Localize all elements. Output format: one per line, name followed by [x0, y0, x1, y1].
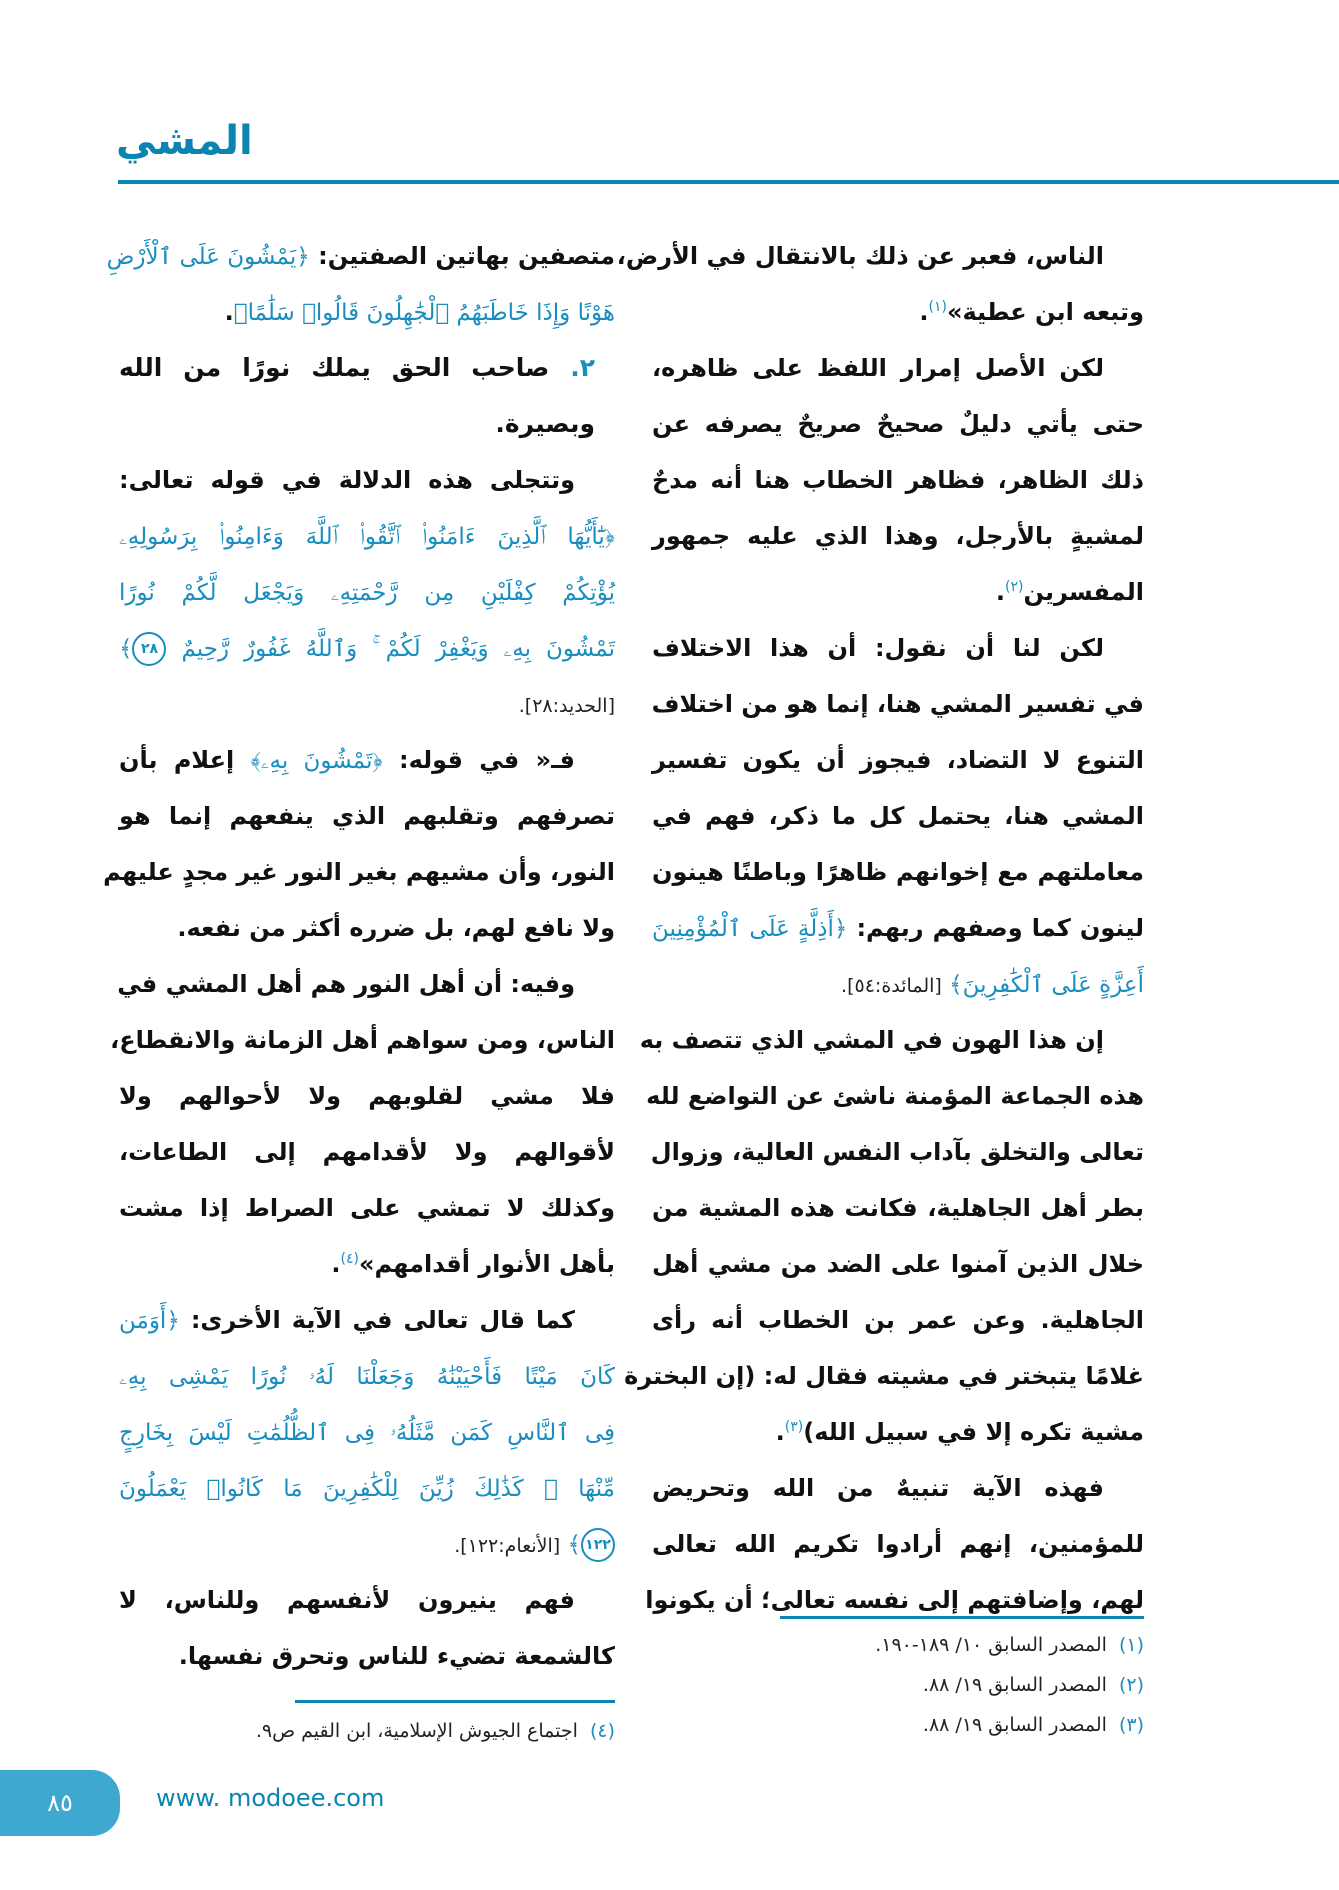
text-line: [652, 396, 1144, 452]
body-text: الجاهلية. وعن عمر بن الخطاب أنه رأى: [652, 1306, 1144, 1334]
body-text: .: [224, 298, 234, 326]
body-text: التنوع لا التضاد، فيجوز أن يكون تفسير: [652, 746, 1144, 774]
text-line: [119, 1180, 615, 1236]
body-text: المفسرين: [1023, 578, 1144, 606]
text-line: [119, 1124, 615, 1180]
text-line: [652, 340, 1144, 396]
body-text: كما قال تعالى في الآية الأخرى:: [179, 1306, 575, 1334]
footnote-number: (٢): [1118, 1674, 1144, 1696]
footnote-number: (٤): [589, 1720, 615, 1742]
text-line: [110, 1012, 615, 1068]
text-line: [652, 284, 1144, 340]
text-line: [652, 1236, 1144, 1292]
text-line: [119, 1460, 615, 1516]
right-text-column: [616, 228, 1144, 1628]
text-line: [652, 1404, 1144, 1460]
text-line: [652, 1292, 1144, 1348]
quran-verse-text: كَانَ مَيْتًا فَأَحْيَيْنَٰهُ وَجَعَلْنَا لَهُۥ نُورًا يَمْشِى بِهِۦ: [119, 1364, 615, 1390]
text-line: [652, 1516, 1144, 1572]
body-text: حتى يأتي دليلٌ صحيحٌ صريحٌ يصرفه عن: [652, 410, 1144, 438]
text-line: [652, 956, 1144, 1012]
footnote-1: [875, 1634, 1144, 1656]
footnote-text: المصدر السابق ١٠/ ١٨٩-١٩٠.: [875, 1634, 1107, 1656]
text-line: [119, 564, 615, 620]
footnote-text: اجتماع الجيوش الإسلامية، ابن القيم ص٩.: [255, 1720, 578, 1742]
quran-verse-text: تَمْشُونَ بِهِۦ وَيَغْفِرْ لَكُمْ ۚ وَٱللَّهُ غَفُورٌ رَّحِيمٌ: [166, 636, 615, 662]
body-text: لكن لنا أن نقول: أن هذا الاختلاف: [652, 634, 1104, 662]
body-text: مشية تكره إلا في سبيل الله): [803, 1418, 1144, 1446]
text-line: [103, 844, 615, 900]
text-line: [119, 1628, 615, 1684]
body-text: .: [331, 1250, 341, 1278]
text-line: [119, 620, 615, 676]
body-text: لمشيةٍ بالأرجل، وهذا الذي عليه جمهور: [652, 522, 1144, 550]
text-line: [652, 452, 1144, 508]
text-line: [119, 284, 615, 340]
text-line: [652, 732, 1144, 788]
quran-verse-text: ﴿أَذِلَّةٍ عَلَى ٱلْمُؤْمِنِينَ: [652, 916, 848, 942]
footnote-3: [923, 1714, 1144, 1736]
body-text: المشي هنا، يحتمل كل ما ذكر، فهم في: [652, 802, 1144, 830]
text-line: [119, 788, 615, 844]
footnote-marker: (١): [928, 299, 947, 315]
body-text: فلا مشي لقلوبهم ولا لأحوالهم ولا: [119, 1082, 615, 1110]
website-link[interactable]: www. modoee.com: [156, 1784, 385, 1812]
footnote-divider-left: [295, 1700, 615, 1703]
body-text: الناس، فعبر عن ذلك بالانتقال في الأرض،: [616, 242, 1104, 270]
quran-verse-text: ﴾: [560, 1532, 581, 1558]
text-line: [652, 900, 1144, 956]
quran-verse-text: ﴿يَمْشُونَ عَلَى ٱلْأَرْضِ: [106, 244, 310, 270]
text-line: [119, 900, 615, 956]
body-text: فهذه الآية تنبيهٌ من الله وتحريض: [652, 1474, 1104, 1502]
body-text: الناس، ومن سواهم أهل الزمانة والانقطاع،: [110, 1026, 615, 1054]
body-text: لأقوالهم ولا لأقدامهم إلى الطاعات،: [119, 1138, 615, 1166]
body-text: وتبعه ابن عطية»: [946, 298, 1144, 326]
body-text: تعالى والتخلق بآداب النفس العالية، وزوال: [650, 1138, 1144, 1166]
quran-verse-text: ﴿أَوَمَن: [119, 1308, 180, 1334]
footnote-number: (١): [1118, 1634, 1144, 1656]
footnote-4: [256, 1720, 615, 1742]
text-line: [624, 1348, 1144, 1404]
body-text: .: [995, 578, 1005, 606]
quran-verse-text: ﴿تَمْشُونَ بِهِۦ﴾: [250, 748, 383, 774]
body-text: متصفين بهاتين الصفتين:: [309, 242, 615, 270]
text-line: [652, 620, 1144, 676]
ayah-number-marker: ١٢٢: [581, 1528, 615, 1562]
body-text: لينون كما وصفهم ربهم:: [847, 914, 1144, 942]
text-line: [646, 1068, 1144, 1124]
text-line: [645, 1572, 1144, 1628]
footnote-marker: (٢): [1004, 579, 1024, 595]
body-text: لهم، وإضافتهم إلى نفسه تعالى؛ أن يكونوا: [645, 1586, 1144, 1614]
left-text-column: [103, 228, 615, 1684]
body-text: إعلام بأن: [119, 746, 251, 774]
section-heading-line: [119, 396, 615, 452]
body-text: صاحب الحق يملك نورًا من الله: [119, 353, 550, 382]
text-line: [119, 1236, 615, 1292]
quran-verse-text: هَوْنًا وَإِذَا خَاطَبَهُمُ ٱلْجَٰهِلُونَ قَالُوا۟ سَلَٰمًا﴾: [233, 300, 615, 326]
page-number: ٨٥: [47, 1789, 73, 1817]
text-line: [119, 1572, 615, 1628]
body-text: لكن الأصل إمرار اللفظ على ظاهره،: [652, 354, 1104, 382]
body-text: وكذلك لا تمشي على الصراط إذا مشت: [119, 1194, 615, 1222]
quran-verse-text: ﴿يَٰٓأَيُّهَا ٱلَّذِينَ ءَامَنُوا۟ ٱتَّقُوا۟ ٱللَّهَ وَءَامِنُوا۟ بِرَسُولِهِۦ: [119, 524, 615, 550]
body-text: إن هذا الهون في المشي الذي تتصف به: [639, 1026, 1104, 1054]
body-text: وتتجلى هذه الدلالة في قوله تعالى:: [119, 466, 575, 494]
chapter-title: المشي: [116, 118, 253, 164]
footnote-marker: (٣): [784, 1419, 804, 1435]
text-line: [119, 1348, 615, 1404]
quran-verse-text: فِى ٱلنَّاسِ كَمَن مَّثَلُهُۥ فِى ٱلظُّلُمَٰتِ لَيْسَ بِخَارِجٍ: [119, 1420, 615, 1446]
ayah-number-marker: ٢٨: [132, 632, 166, 666]
body-text: خلال الذين آمنوا على الضد من مشي أهل: [652, 1250, 1144, 1278]
text-line: [119, 676, 615, 732]
text-line: [652, 844, 1144, 900]
quran-verse-text: يُؤْتِكُمْ كِفْلَيْنِ مِن رَّحْمَتِهِۦ وَيَجْعَل لَّكُمْ نُورًا: [119, 580, 615, 606]
body-text: للمؤمنين، إنهم أرادوا تكريم الله تعالى: [652, 1530, 1144, 1558]
body-text: النور، وأن مشيهم بغير النور غير مجدٍ عليهم: [103, 858, 615, 886]
body-text: تصرفهم وتقلبهم الذي ينفعهم إنما هو: [119, 802, 615, 830]
body-text: في تفسير المشي هنا، إنما هو من اختلاف: [651, 690, 1144, 718]
text-line: [119, 732, 615, 788]
text-line: [106, 228, 615, 284]
body-text: بطر أهل الجاهلية، فكانت هذه المشية من: [652, 1194, 1144, 1222]
section-heading-line: [119, 340, 615, 396]
list-number: ٢.: [549, 353, 596, 382]
text-line: [119, 508, 615, 564]
body-text: .: [919, 298, 929, 326]
footnote-number: (٣): [1118, 1714, 1144, 1736]
text-line: [652, 1124, 1144, 1180]
body-text: .: [775, 1418, 785, 1446]
verse-reference: [الحديد:٢٨].: [518, 695, 615, 717]
verse-reference: [المائدة:٥٤].: [841, 975, 942, 997]
text-line: [652, 788, 1144, 844]
text-line: [119, 1068, 615, 1124]
body-text: هذه الجماعة المؤمنة ناشئ عن التواضع لله: [646, 1082, 1144, 1110]
text-line: [652, 508, 1144, 564]
body-text: معاملتهم مع إخوانهم ظاهرًا وباطنًا هينون: [652, 858, 1144, 886]
body-text: فهم ينيرون لأنفسهم وللناس، لا: [119, 1586, 575, 1614]
text-line: [616, 228, 1144, 284]
footnote-text: المصدر السابق ١٩/ ٨٨.: [922, 1714, 1107, 1736]
body-text: غلامًا يتبختر في مشيته فقال له: (إن البخترة: [624, 1362, 1144, 1390]
body-text: كالشمعة تضيء للناس وتحرق نفسها.: [178, 1642, 615, 1670]
body-text: وفيه: أن أهل النور هم أهل المشي في: [117, 970, 575, 998]
text-line: [119, 956, 615, 1012]
text-line: [652, 564, 1144, 620]
footnote-2: [923, 1674, 1144, 1696]
text-line: [119, 1516, 615, 1572]
text-line: [652, 1180, 1144, 1236]
quran-verse-text: مِّنْهَا ۚ كَذَٰلِكَ زُيِّنَ لِلْكَٰفِرِينَ مَا كَانُوا۟ يَعْمَلُونَ: [119, 1476, 615, 1502]
page-number-tab: [0, 1770, 120, 1836]
footnote-divider-right: [780, 1616, 1144, 1619]
verse-reference: [الأنعام:١٢٢].: [454, 1535, 561, 1557]
footnote-marker: (٤): [340, 1251, 359, 1267]
text-line: [652, 676, 1144, 732]
quran-verse-text: أَعِزَّةٍ عَلَى ٱلْكَٰفِرِينَ﴾: [941, 972, 1144, 998]
text-line: [639, 1012, 1144, 1068]
body-text: وبصيرة.: [495, 409, 595, 438]
body-text: بأهل الأنوار أقدامهم»: [358, 1250, 615, 1278]
text-line: [119, 452, 615, 508]
text-line: [119, 1292, 615, 1348]
footnote-text: المصدر السابق ١٩/ ٨٨.: [922, 1674, 1107, 1696]
text-line: [119, 1404, 615, 1460]
body-text: ولا نافع لهم، بل ضرره أكثر من نفعه.: [177, 914, 615, 942]
text-line: [652, 1460, 1144, 1516]
body-text: ذلك الظاهر، فظاهر الخطاب هنا أنه مدحٌ: [652, 466, 1144, 494]
quran-verse-text: ﴾: [119, 636, 133, 662]
body-text: فـ« في قوله:: [382, 746, 575, 774]
header-divider: [118, 180, 1339, 184]
